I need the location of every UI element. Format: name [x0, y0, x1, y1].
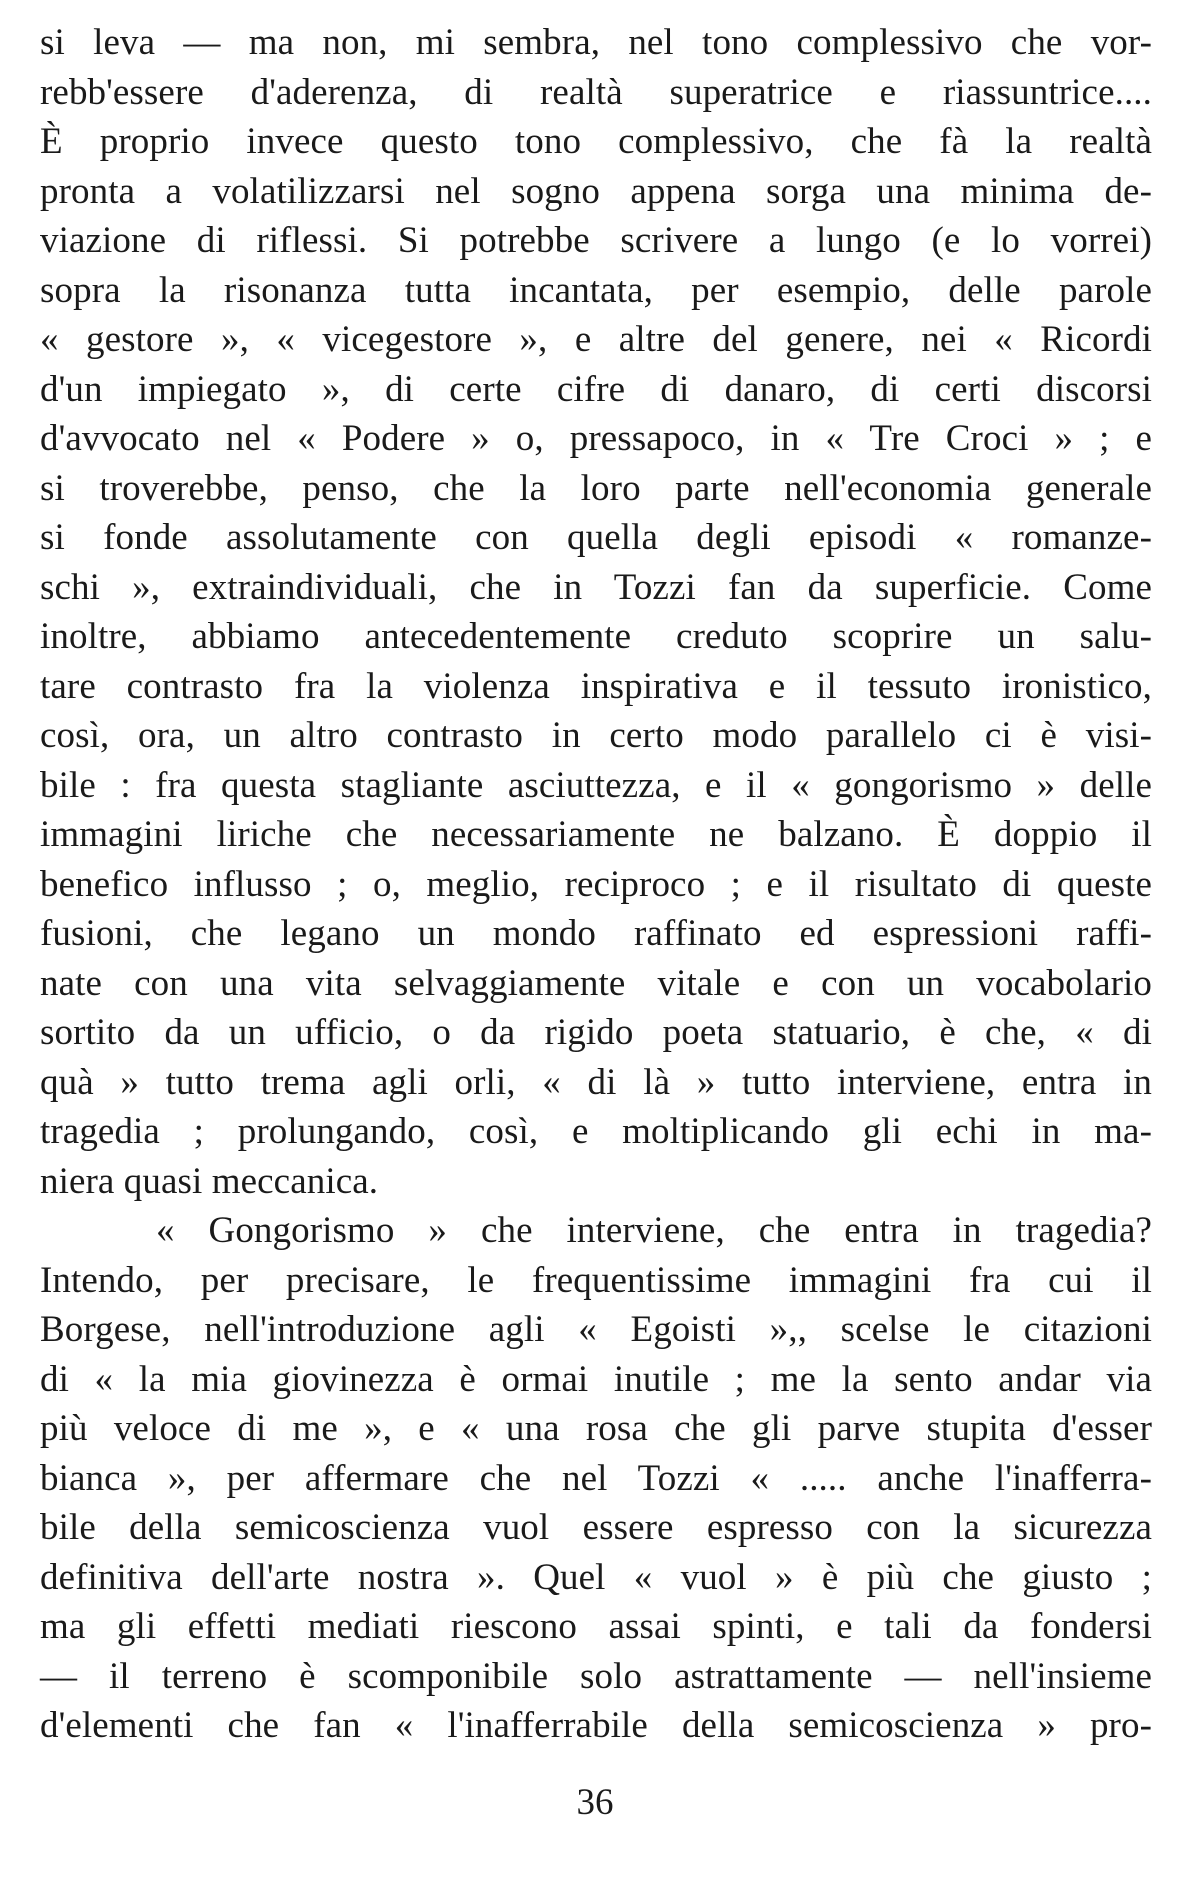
text-line: viazione di riflessi. Si potrebbe scrivere a lungo (e lo vorrei)	[40, 220, 1152, 261]
text-line: rebb'essere d'aderenza, di realtà superatrice e riassuntrice....	[40, 71, 1152, 113]
text-line: inoltre, abbiamo antecedentemente creduto scoprire un salu-	[40, 616, 1152, 657]
paragraph-start-line: « Gongorismo » che interviene, che entra in tragedia?	[156, 1210, 1152, 1251]
text-line: più veloce di me », e « una rosa che gli parve stupita d'esser	[40, 1408, 1152, 1449]
text-line: nate con una vita selvaggiamente vitale e con un vocabolario	[40, 962, 1152, 1004]
text-line: ma gli effetti mediati riescono assai spinti, e tali da fondersi	[40, 1606, 1152, 1647]
text-line: quà » tutto trema agli orli, « di là » tutto interviene, entra in	[40, 1061, 1152, 1103]
text-line: — il terreno è scomponibile solo astrattamente — nell'insieme	[40, 1655, 1152, 1697]
text-line: immagini liriche che necessariamente ne balzano. È doppio il	[40, 814, 1152, 855]
body-text	[40, 18, 1152, 1751]
text-line: definitiva dell'arte nostra ». Quel « vuol » è più che giusto ;	[40, 1556, 1152, 1598]
text-line: fusioni, che legano un mondo raffinato ed espressioni raffi-	[40, 913, 1152, 954]
text-line: si troverebbe, penso, che la loro parte nell'economia generale	[40, 467, 1152, 509]
text-line: d'elementi che fan « l'inafferrabile della semicoscienza » pro-	[40, 1705, 1152, 1746]
text-line: d'un impiegato », di certe cifre di danaro, di certi discorsi	[40, 368, 1152, 410]
text-line: bile della semicoscienza vuol essere espresso con la sicurezza	[40, 1507, 1152, 1548]
text-line: così, ora, un altro contrasto in certo modo parallelo ci è visi-	[40, 715, 1152, 756]
text-line: tragedia ; prolungando, così, e moltiplicando gli echi in ma-	[40, 1111, 1152, 1152]
text-line: « gestore », « vicegestore », e altre del genere, nei « Ricordi	[40, 319, 1152, 360]
text-line: sopra la risonanza tutta incantata, per esempio, delle parole	[40, 269, 1152, 311]
text-line: pronta a volatilizzarsi nel sogno appena sorga una minima de-	[40, 170, 1152, 212]
text-line: d'avvocato nel « Podere » o, pressapoco, in « Tre Croci » ; e	[40, 418, 1152, 459]
text-line: schi », extraindividuali, che in Tozzi fan da superficie. Come	[40, 566, 1152, 608]
page-number: 36	[576, 1782, 614, 1823]
text-line: si leva — ma non, mi sembra, nel tono complessivo che vor-	[40, 22, 1152, 63]
text-line: È proprio invece questo tono complessivo, che fà la realtà	[40, 121, 1152, 162]
text-line: bile : fra questa stagliante asciuttezza, e il « gongorismo » delle	[40, 764, 1152, 806]
text-line: di « la mia giovinezza è ormai inutile ; me la sento andar via	[40, 1358, 1152, 1400]
text-line: bianca », per affermare che nel Tozzi « ..... anche l'inafferra-	[40, 1457, 1152, 1499]
text-line: benefico influsso ; o, meglio, reciproco ; e il risultato di queste	[40, 863, 1152, 905]
text-line: Intendo, per precisare, le frequentissime immagini fra cui il	[40, 1259, 1152, 1301]
text-line: Borgese, nell'introduzione agli « Egoisti »,, scelse le citazioni	[40, 1309, 1152, 1350]
paragraph-end-line: niera quasi meccanica.	[40, 1160, 379, 1202]
text-line: si fonde assolutamente con quella degli episodi « romanze-	[40, 517, 1152, 558]
text-line: tare contrasto fra la violenza inspirativa e il tessuto ironistico,	[40, 665, 1152, 707]
text-line: sortito da un ufficio, o da rigido poeta statuario, è che, « di	[40, 1012, 1152, 1053]
